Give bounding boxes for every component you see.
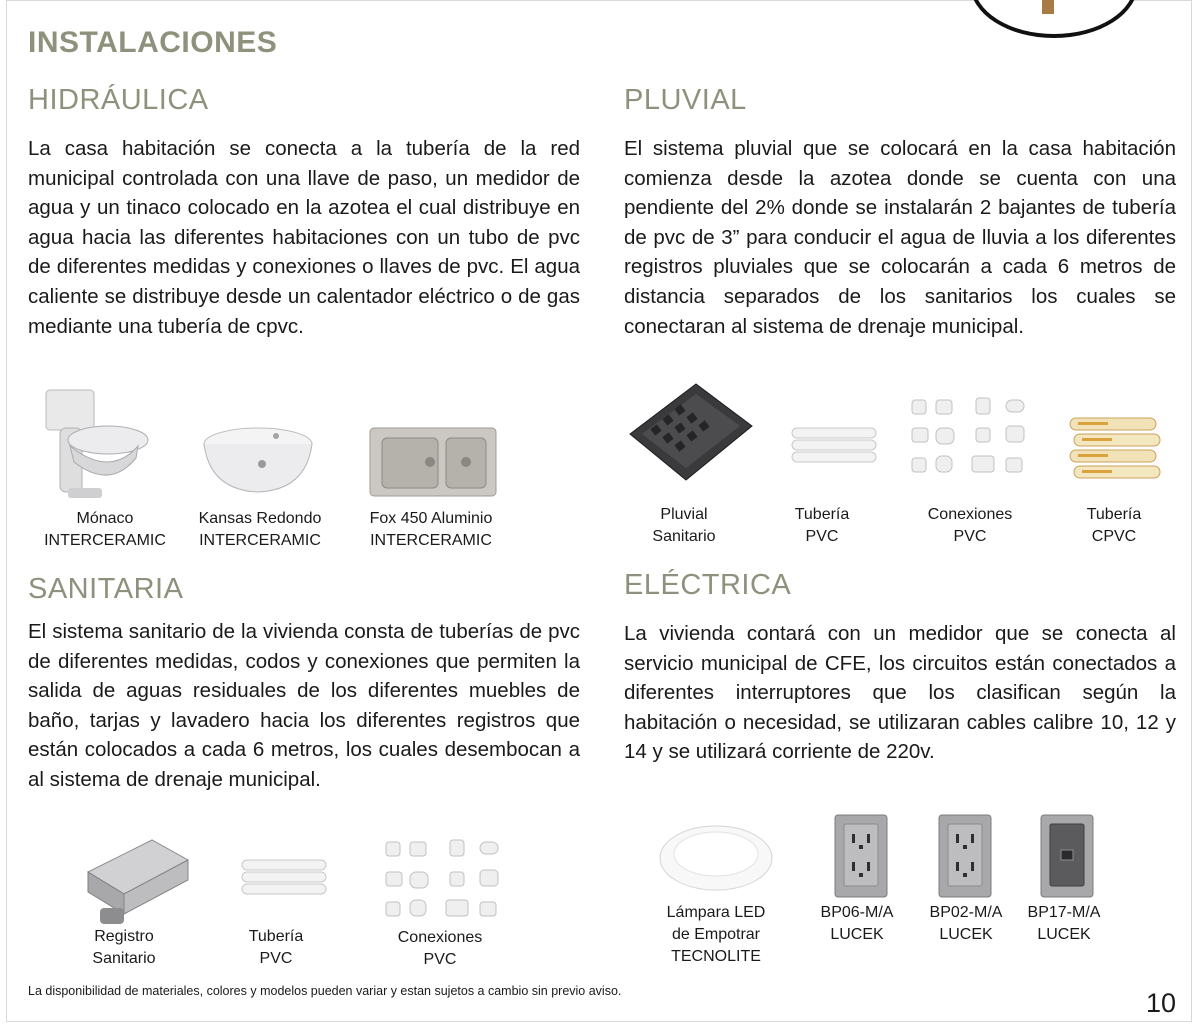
product-caption: Conexiones PVC <box>397 929 483 968</box>
pvc-pipes-icon <box>240 856 332 904</box>
product-caption: BP17-M/A LUCEK <box>1027 904 1101 943</box>
product-caption: Pluvial Sanitario <box>652 506 716 545</box>
product-caption: Mónaco INTERCERAMIC <box>44 510 166 549</box>
drain-grate-icon <box>626 380 756 484</box>
disclaimer-note: La disponibilidad de materiales, colores y modelos pueden variar y estan sujetos a cambio sin previo aviso. <box>28 984 622 998</box>
product-caption: Kansas Redondo INTERCERAMIC <box>198 510 322 549</box>
page-title: INSTALACIONES <box>28 26 278 59</box>
page-number: 10 <box>1146 988 1177 1018</box>
section-heading-pluvial: PLUVIAL <box>624 84 747 116</box>
section-text-sanitaria: El sistema sanitario de la vivienda consta de tuberías de pvc de diferentes medidas, codos y conexiones que permiten la salida de aguas residuales de los diferentes muebles de baño, tarjas y lavadero hacia los diferentes registros que están colocados a cada 6 metros, los cuales desembocan a al sistema de drenaje municipal. <box>28 620 580 791</box>
section-heading-electrica: ELÉCTRICA <box>624 569 792 601</box>
product-caption: Tubería PVC <box>248 928 304 967</box>
switch-plate-icon <box>1040 814 1094 898</box>
pvc-fittings-icon <box>910 396 1030 476</box>
product-caption: BP02-M/A LUCEK <box>929 904 1003 943</box>
sanitary-register-icon <box>82 832 192 928</box>
product-caption: Tubería CPVC <box>1086 506 1142 545</box>
outlet-plate-icon <box>938 814 992 898</box>
section-heading-hidraulica: HIDRÁULICA <box>28 84 209 116</box>
logo-mark-icon <box>1042 0 1054 14</box>
section-text-hidraulica: La casa habitación se conecta a la tubería de la red municipal controlada con una llave de paso, un medidor de agua y un tinaco colocado en la azotea el cual distribuye en agua hacia las diferentes habitaciones con un tubo de pvc de diferentes medidas y conexiones o llaves de pvc. El agua caliente se distribuye desde un calentador eléctrico o de gas mediante una tubería de cpvc. <box>28 137 580 338</box>
product-caption: Lámpara LED de Empotrar TECNOLITE <box>666 904 766 965</box>
outlet-plate-icon <box>834 814 888 898</box>
toilet-icon <box>40 388 152 504</box>
section-text-pluvial: El sistema pluvial que se colocará en la casa habitación comienza desde la azotea donde se cuenta con una pendiente del 2% donde se instalarán 2 bajantes de tubería de pvc de 3” para conducir el agua de lluvia a los diferentes registros pluviales que se colocarán a cada 6 metros de distancia separados de los sanitarios los cuales se conectaran al sistema de drenaje municipal. <box>624 137 1176 338</box>
recessed-lamp-icon <box>656 824 776 896</box>
pvc-fittings-icon <box>384 838 504 922</box>
product-caption: BP06-M/A LUCEK <box>820 904 894 943</box>
product-caption: Registro Sanitario <box>92 928 156 967</box>
double-sink-icon <box>368 426 498 498</box>
product-caption: Conexiones PVC <box>927 506 1013 545</box>
pvc-pipes-icon <box>790 424 882 472</box>
cpvc-pipes-icon <box>1068 414 1164 484</box>
section-text-electrica: La vivienda contará con un medidor que se conecta al servicio municipal de CFE, los circuitos están conectados a diferentes interruptores que los clasifican según la habitación o necesidad, se utilizaran cables calibre 10, 12 y 14 y se utilizará corriente de 220v. <box>624 622 1176 764</box>
section-heading-sanitaria: SANITARIA <box>28 573 184 605</box>
product-caption: Fox 450 Aluminio INTERCERAMIC <box>369 510 493 549</box>
product-caption: Tubería PVC <box>794 506 850 545</box>
round-sink-icon <box>200 424 316 496</box>
